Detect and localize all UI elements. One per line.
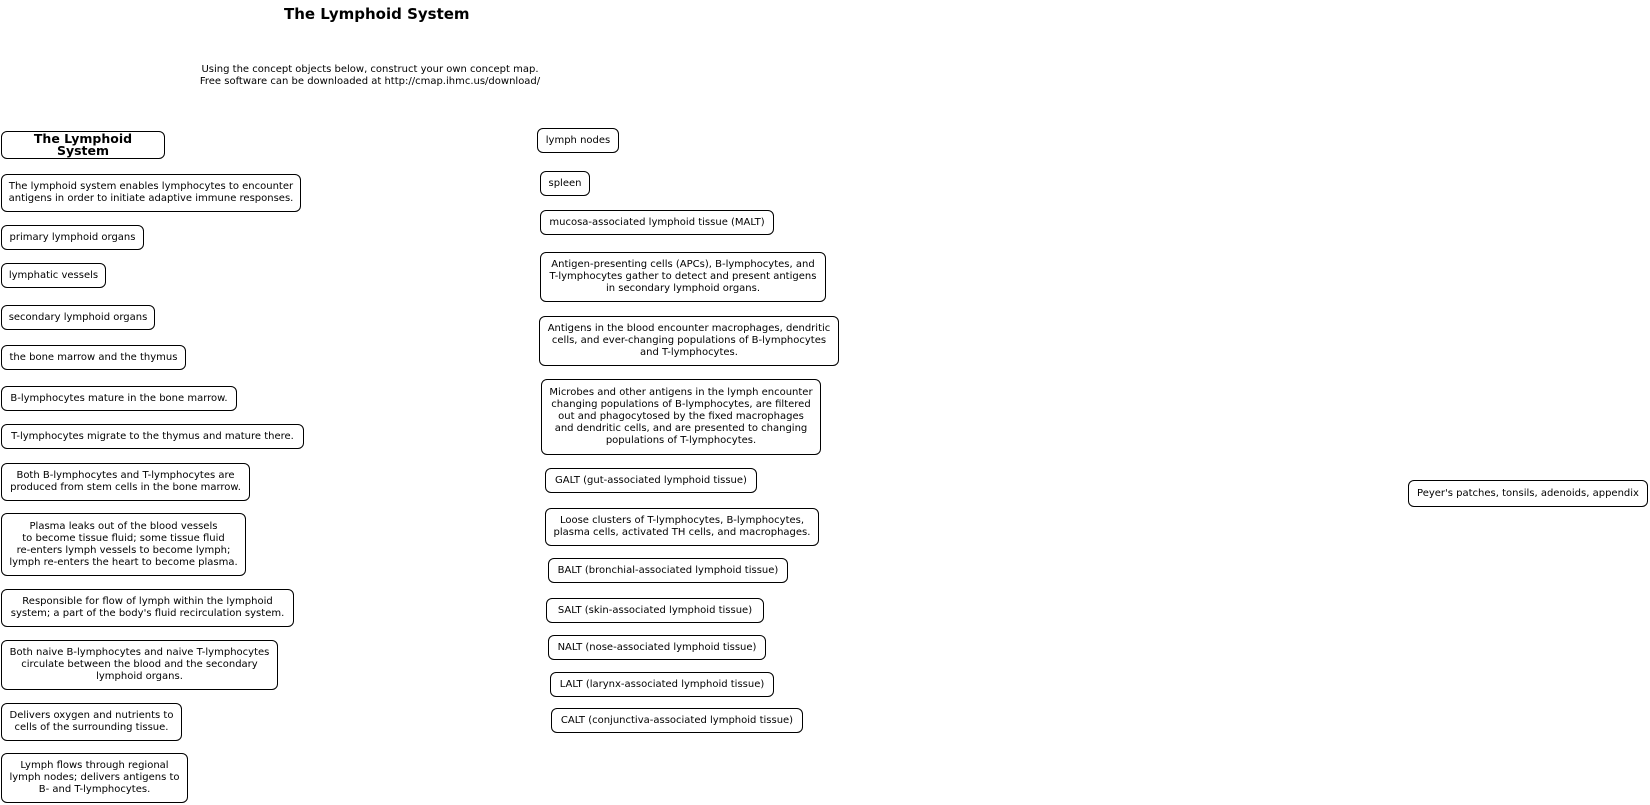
page-title: The Lymphoid System bbox=[284, 5, 470, 23]
concept-microbes[interactable]: Microbes and other antigens in the lymph encounter changing populations of B-lymphocytes, are filtered out and phagocytosed by the fixed macrophages and dendritic cells, and are presented to changing populations of T-lymphocytes. bbox=[541, 379, 821, 455]
concept-loose-clusters[interactable]: Loose clusters of T-lymphocytes, B-lymphocytes, plasma cells, activated TH cells, and macrophages. bbox=[545, 508, 819, 546]
concept-t-lymphocytes-migrate[interactable]: T-lymphocytes migrate to the thymus and mature there. bbox=[1, 424, 304, 449]
concept-lymphoid-system[interactable]: The Lymphoid System bbox=[1, 131, 165, 159]
concept-primary-lymphoid-organs[interactable]: primary lymphoid organs bbox=[1, 225, 144, 250]
concept-lymphatic-vessels[interactable]: lymphatic vessels bbox=[1, 263, 106, 288]
concept-spleen[interactable]: spleen bbox=[540, 171, 590, 196]
concept-bone-marrow-thymus[interactable]: the bone marrow and the thymus bbox=[1, 345, 186, 370]
concept-plasma-leaks[interactable]: Plasma leaks out of the blood vessels to become tissue fluid; some tissue fluid re-enters lymph vessels to become lymph; lymph re-enters the heart to become plasma. bbox=[1, 513, 246, 576]
concept-naive-circulate[interactable]: Both naive B-lymphocytes and naive T-lymphocytes circulate between the blood and the secondary lymphoid organs. bbox=[1, 640, 278, 690]
concept-apcs-gather[interactable]: Antigen-presenting cells (APCs), B-lymphocytes, and T-lymphocytes gather to detect and present antigens in secondary lymphoid organs. bbox=[540, 252, 826, 302]
concept-galt[interactable]: GALT (gut-associated lymphoid tissue) bbox=[545, 468, 757, 493]
instructions bbox=[160, 64, 580, 88]
concept-delivers-oxygen[interactable]: Delivers oxygen and nutrients to cells of the surrounding tissue. bbox=[1, 703, 182, 741]
concept-balt[interactable]: BALT (bronchial-associated lymphoid tissue) bbox=[548, 558, 788, 583]
instructions-line-1: Using the concept objects below, construct your own concept map. bbox=[201, 64, 539, 75]
concept-blood-antigens[interactable]: Antigens in the blood encounter macrophages, dendritic cells, and ever-changing populations of B-lymphocytes and T-lymphocytes. bbox=[539, 316, 839, 366]
concept-flow-responsible[interactable]: Responsible for flow of lymph within the lymphoid system; a part of the body's fluid recirculation system. bbox=[1, 589, 294, 627]
concept-lymphoid-purpose[interactable]: The lymphoid system enables lymphocytes to encounter antigens in order to initiate adaptive immune responses. bbox=[1, 174, 301, 212]
concept-malt[interactable]: mucosa-associated lymphoid tissue (MALT) bbox=[540, 210, 774, 235]
concept-calt[interactable]: CALT (conjunctiva-associated lymphoid tissue) bbox=[551, 708, 803, 733]
concept-salt[interactable]: SALT (skin-associated lymphoid tissue) bbox=[546, 598, 764, 623]
concept-lalt[interactable]: LALT (larynx-associated lymphoid tissue) bbox=[550, 672, 774, 697]
concept-both-produced[interactable]: Both B-lymphocytes and T-lymphocytes are produced from stem cells in the bone marrow. bbox=[1, 463, 250, 501]
concept-lymph-flows[interactable]: Lymph flows through regional lymph nodes; delivers antigens to B- and T-lymphocytes. bbox=[1, 753, 188, 803]
concept-lymph-nodes[interactable]: lymph nodes bbox=[537, 128, 619, 153]
concept-nalt[interactable]: NALT (nose-associated lymphoid tissue) bbox=[548, 635, 766, 660]
concept-b-lymphocytes-mature[interactable]: B-lymphocytes mature in the bone marrow. bbox=[1, 386, 237, 411]
concept-peyers-patches[interactable]: Peyer's patches, tonsils, adenoids, appendix bbox=[1408, 480, 1648, 507]
instructions-line-2: Free software can be downloaded at http://cmap.ihmc.us/download/ bbox=[199, 76, 541, 87]
concept-secondary-lymphoid-organs[interactable]: secondary lymphoid organs bbox=[1, 305, 155, 330]
